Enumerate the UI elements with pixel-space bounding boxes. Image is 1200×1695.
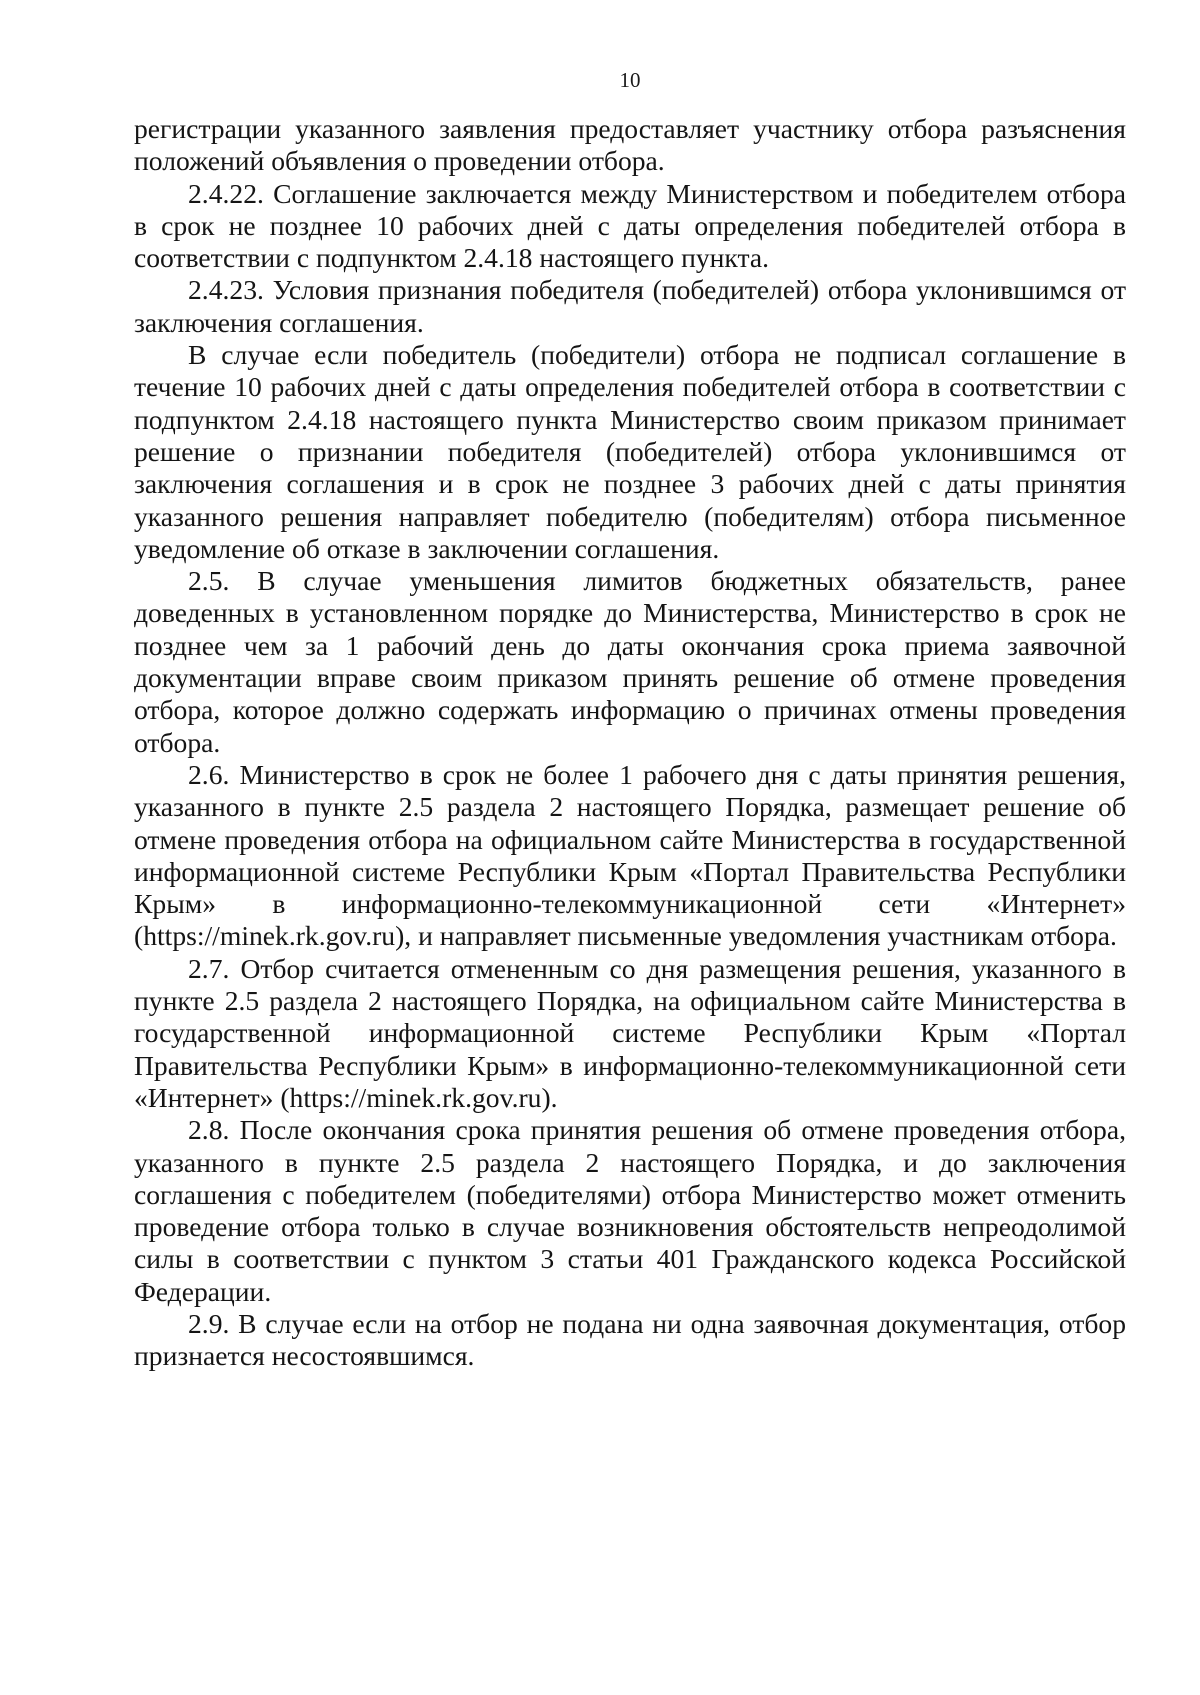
paragraph-2-6: 2.6. Министерство в срок не более 1 рабочего дня с даты принятия решения, указанного в пункте 2.5 раздела 2 настоящего Порядка, размещает решение об отмене проведения отбора на официальном сайте Министерства в государственной информационной системе Республики Крым «Портал Правительства Республики Крым» в информационно-телекоммуникационной сети «Интернет» (https://minek.rk.gov.ru), и направляет письменные уведомления участникам отбора. <box>134 758 1126 952</box>
paragraph-2-7: 2.7. Отбор считается отмененным со дня размещения решения, указанного в пункте 2.5 раздела 2 настоящего Порядка, на официальном сайте Министерства в государственной информационной системе Республики Крым «Портал Правительства Республики Крым» в информационно-телекоммуникационной сети «Интернет» (https://minek.rk.gov.ru). <box>134 952 1126 1113</box>
page-number: 10 <box>619 68 641 92</box>
document-body <box>134 113 1126 1373</box>
paragraph-2-8: 2.8. После окончания срока принятия решения об отмене проведения отбора, указанного в пункте 2.5 раздела 2 настоящего Порядка, и до заключения соглашения с победителем (победителями) отбора Министерство может отменить проведение отбора только в случае возникновения обстоятельств непреодолимой силы в соответствии с пунктом 3 статьи 401 Гражданского кодекса Российской Федерации. <box>134 1114 1126 1307</box>
paragraph-2-4-23: 2.4.23. Условия признания победителя (победителей) отбора уклонившимся от заключения соглашения. <box>134 274 1126 338</box>
paragraph-2-5: 2.5. В случае уменьшения лимитов бюджетных обязательств, ранее доведенных в установленном порядке до Министерства, Министерство в срок не позднее чем за 1 рабочий день до даты окончания срока приема заявочной документации вправе своим приказом принять решение об отмене проведения отбора, которое должно содержать информацию о причинах отмены проведения отбора. <box>134 565 1126 758</box>
paragraph-2-9: 2.9. В случае если на отбор не подана ни одна заявочная документация, отбор признается несостоявшимся. <box>134 1307 1126 1372</box>
paragraph-continuation: регистрации указанного заявления предоставляет участнику отбора разъяснения положений объявления о проведении отбора. <box>134 113 1126 177</box>
paragraph-2-4-23-details: В случае если победитель (победители) отбора не подписал соглашение в течение 10 рабочих дней с даты определения победителей отбора в соответствии с подпунктом 2.4.18 настоящего пункта Министерство своим приказом принимает решение о признании победителя (победителей) отбора уклонившимся от заключения соглашения и в срок не позднее 3 рабочих дней с даты принятия указанного решения направляет победителю (победителям) отбора письменное уведомление об отказе в заключении соглашения. <box>134 339 1126 564</box>
paragraph-2-4-22: 2.4.22. Соглашение заключается между Министерством и победителем отбора в срок не позднее 10 рабочих дней с даты определения победителей отбора в соответствии с подпунктом 2.4.18 настоящего пункта. <box>134 177 1126 274</box>
